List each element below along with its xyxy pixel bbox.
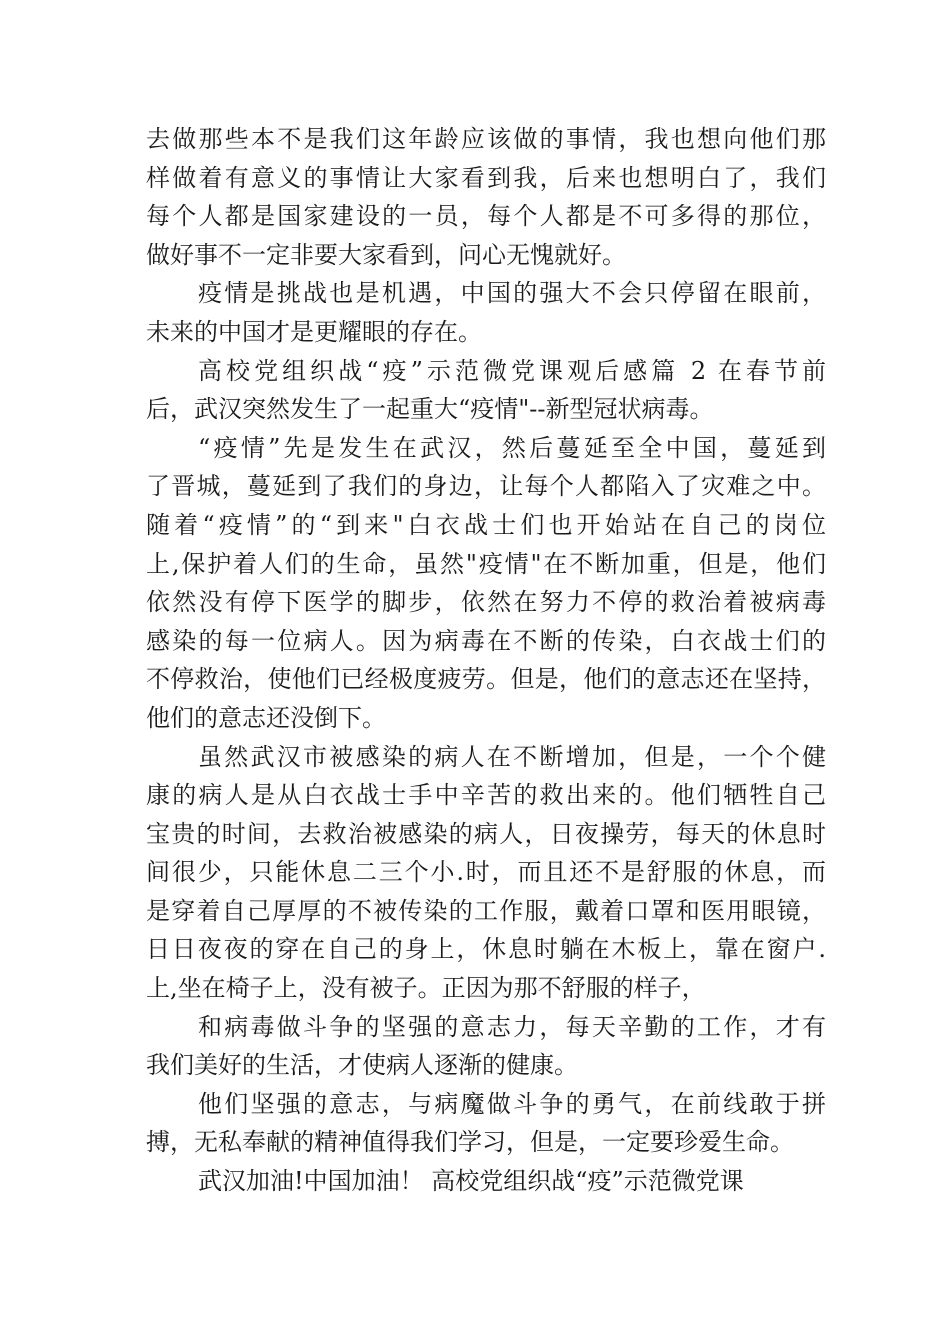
document-body: [146, 120, 826, 1201]
paragraph-first-line: “疫情”先是发生在武汉，然后蔓延至全中国，蔓延到: [198, 433, 826, 462]
text-line: 间很少，只能休息二三个小.时，而且还不是舒服的休息，而: [146, 858, 826, 887]
text-line: 不停救治，使他们已经极度疲劳。但是，他们的意志还在坚持，: [146, 665, 826, 694]
text-line: 上,保护着人们的生命，虽然"疫情"在不断加重，但是，他们: [146, 549, 826, 578]
text-line: 每个人都是国家建设的一员，每个人都是不可多得的那位，: [146, 202, 826, 231]
paragraph-first-line: 和病毒做斗争的坚强的意志力，每天辛勤的工作，才有: [198, 1012, 826, 1041]
text-line: 我们美好的生活，才使病人逐渐的健康。: [146, 1051, 578, 1080]
text-line: 宝贵的时间，去救治被感染的病人，日夜操劳，每天的休息时: [146, 819, 826, 848]
text-line: 样做着有意义的事情让大家看到我，后来也想明白了，我们: [146, 163, 826, 192]
paragraph-first-line: 他们坚强的意志，与病魔做斗争的勇气，在前线敢于拼: [198, 1089, 826, 1118]
text-line: 依然没有停下医学的脚步，依然在努力不停的救治着被病毒: [146, 588, 826, 617]
text-line: 他们的意志还没倒下。: [146, 703, 386, 732]
text-line: 搏，无私奉献的精神值得我们学习，但是，一定要珍爱生命。: [146, 1128, 794, 1157]
paragraph-first-line: 虽然武汉市被感染的病人在不断增加，但是，一个个健: [198, 742, 826, 771]
paragraph-first-line: 疫情是挑战也是机遇，中国的强大不会只停留在眼前，: [198, 279, 826, 308]
text-line: 是穿着自己厚厚的不被传染的工作服，戴着口罩和医用眼镜，: [146, 896, 826, 925]
text-line: 做好事不一定非要大家看到，问心无愧就好。: [146, 240, 626, 269]
text-line: 日日夜夜的穿在自己的身上，休息时躺在木板上，靠在窗户.: [146, 935, 826, 964]
text-line: 随着“疫情”的“到来"白衣战士们也开始站在自己的岗位: [146, 510, 826, 539]
text-line: 上,坐在椅子上，没有被子。正因为那不舒服的样子，: [146, 974, 706, 1003]
text-line: 了晋城，蔓延到了我们的身边，让每个人都陷入了灾难之中。: [146, 472, 826, 501]
paragraph-first-line: 高校党组织战“疫”示范微党课观后感篇 2 在春节前: [198, 356, 826, 385]
text-line: 去做那些本不是我们这年龄应该做的事情，我也想向他们那: [146, 125, 826, 153]
text-line: 康的病人是从白衣战士手中辛苦的救出来的。他们牺牲自己: [146, 781, 826, 810]
text-line: 后，武汉突然发生了一起重大“疫情"--新型冠状病毒。: [146, 395, 714, 424]
paragraph-first-line: 武汉加油!中国加油！ 高校党组织战“疫”示范微党课: [198, 1167, 744, 1196]
text-line: 未来的中国才是更耀眼的存在。: [146, 317, 482, 346]
text-line: 感染的每一位病人。因为病毒在不断的传染，白衣战士们的: [146, 626, 826, 655]
